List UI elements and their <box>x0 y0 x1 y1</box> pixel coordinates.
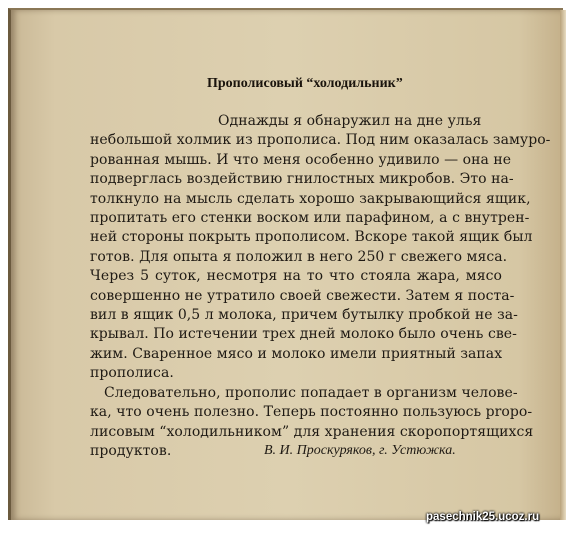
body-line: совершенно не утратило своей свежести. Затем я поста- <box>90 287 515 304</box>
body-line: продуктов. <box>90 442 172 459</box>
article-body <box>90 112 551 461</box>
body-line: ка, что очень полезно. Теперь постоянно пользуюсь propo- <box>90 404 533 421</box>
body-line: жим. Сваренное мясо и молоко имели приятный запах <box>90 345 503 362</box>
body-line: подверглась воздействию гнилостных микробов. Это на- <box>90 171 514 188</box>
body-line: Однажды я обнаружил на дне улья <box>218 113 482 129</box>
body-line: прополиса. <box>90 365 174 382</box>
author-signature: В. И. Проскуряков, г. Устюжка. <box>264 443 456 458</box>
body-line: небольшой холмик из прополиса. Под ним оказалась замуро- <box>90 132 551 149</box>
body-line: крывал. По истечении трех дней молоко было очень све- <box>90 326 517 343</box>
body-line: Следовательно, прополис попадает в организм челове- <box>104 384 518 401</box>
body-line: готов. Для опыта я положил в него 250 г свежего мяса. <box>90 248 508 265</box>
body-line: толкнуло на мысль сделать хорошо закрывающийся ящик, <box>90 190 531 207</box>
body-line: ней стороны покрыть прополисом. Вскоре такой ящик был <box>90 229 533 246</box>
body-line: Через 5 суток, несмотря на то что стояла жара, мясо <box>90 268 502 285</box>
body-line: вил в ящик 0,5 л молока, причем бутылку пробкой не за- <box>90 307 518 324</box>
article-title: Прополисовый “холодильник” <box>207 76 403 91</box>
body-line: лисовым “холодильником” для хранения скоропортящихся <box>90 423 534 440</box>
body-line: пропитать его стенки воском или парафином, а с внутрен- <box>90 210 530 227</box>
body-line: рованная мышь. И что меня особенно удивило — она не <box>90 151 512 168</box>
site-watermark: pasechnik25.ucoz.ru <box>426 511 540 523</box>
